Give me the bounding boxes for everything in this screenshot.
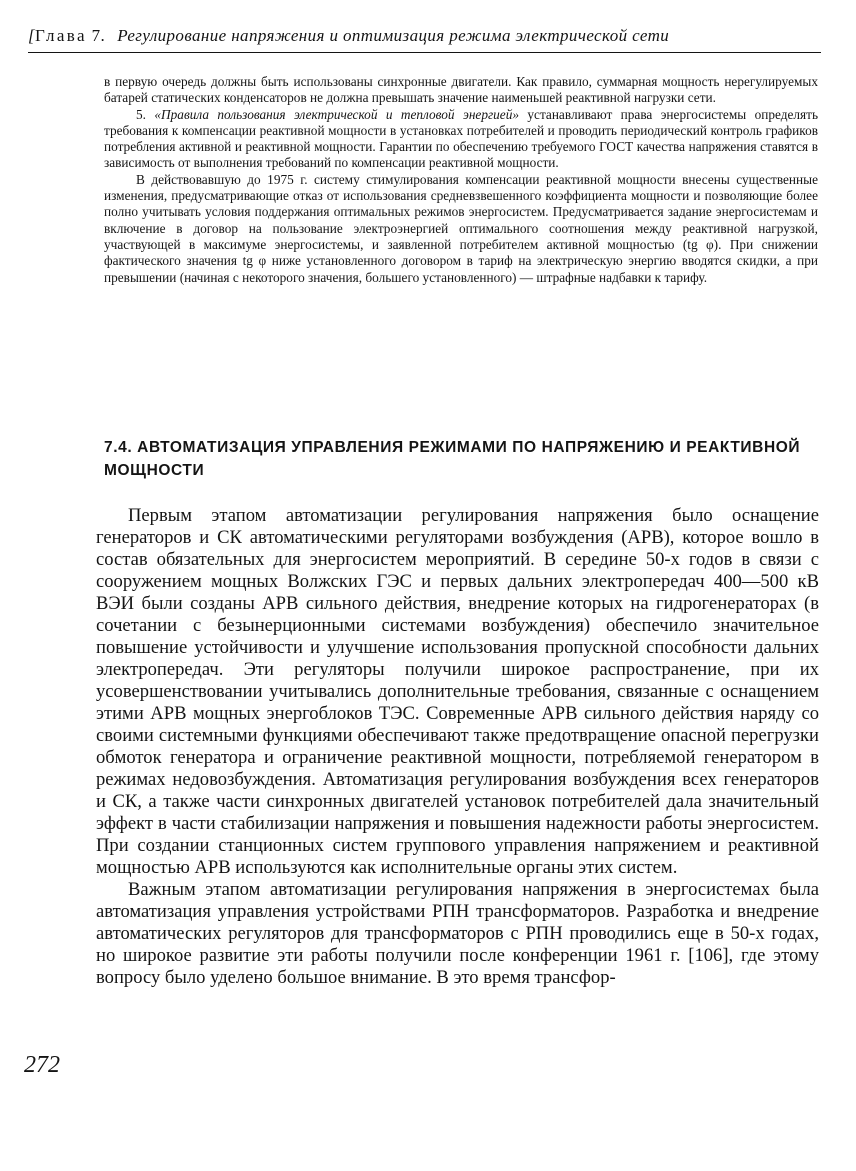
small-paragraph-1: в первую очередь должны быть использованы синхронные двигатели. Как правило, суммарная мощность нерегулируемых батарей статических конденсаторов не должна превышать значение наименьшей реактивной нагрузки сети. (104, 74, 818, 106)
chapter-title: Регулирование напряжения и оптимизация режима электрической сети (117, 26, 670, 45)
running-head-bracket: [ (28, 26, 36, 45)
item-number: 5. (136, 106, 146, 122)
chapter-number: 7. (91, 26, 106, 45)
main-paragraph-2: Важным этапом автоматизации регулирования напряжения в энергосистемах была автоматизация управления устройствами РПН трансформаторов. Разработка и внедрение автоматических регуляторов для трансформаторов с РПН проводились еще в 50-х годах, но широкое развитие эти работы получили после конференции 1961 г. [106], где этому вопросу было уделено большое внимание. В это время трансфор- (96, 879, 819, 988)
small-paragraph-2 (104, 107, 818, 172)
small-paragraph-2-text: устанавливают права энергосистемы определять требования к компенсации реактивной мощности в установках потребителей и проводить периодический контроль графиков потребления активной и реактивной мощности. Гарантии по обеспечению требуемого ГОСТ качества напряжения ставятся в зависимость от выполнения требований по компенсации реактивной мощности. (104, 106, 819, 171)
header-rule (28, 52, 821, 53)
small-print-block (104, 74, 818, 286)
section-heading: 7.4. АВТОМАТИЗАЦИЯ УПРАВЛЕНИЯ РЕЖИМАМИ ПО НАПРЯЖЕНИЮ И РЕАКТИВНОЙ МОЩНОСТИ (104, 439, 801, 479)
small-paragraph-3: В действовавшую до 1975 г. систему стимулирования компенсации реактивной мощности внесены существенные изменения, предусматривающие отказ от использования средневзвешенного коэффициента мощности и позволяющие более полно учитывать условия поддержания оптимальных режимов энергосистем. Предусматривается задание энергосистемам и включение в договор на пользование электроэнергией оптимального соотношения между реактивной нагрузкой, участвующей в максимуме энергосистемы, и заявленной потребителем активной мощностью (tg φ). При снижении фактического значения tg φ ниже установленного договором в тариф на электрическую энергию вводятся скидки, а при превышении (начиная с некоторого значения, большего установленного) — штрафные надбавки к тарифу. (104, 171, 818, 285)
rules-title: «Правила пользования электрической и тепловой энергией» (154, 106, 519, 122)
page-number: 272 (24, 1052, 60, 1078)
running-head (28, 26, 821, 46)
chapter-word: Глава (35, 26, 87, 45)
main-paragraph-1: Первым этапом автоматизации регулирования напряжения было оснащение генераторов и СК автоматическими регуляторами возбуждения (АРВ), которое вошло в состав обязательных для энергосистем мероприятий. В середине 50-х годов в связи с сооружением мощных Волжских ГЭС и первых дальних электропередач 400—500 кВ ВЭИ были созданы АРВ сильного действия, внедрение которых на гидрогенераторах (в сочетании с безынерционными системами возбуждения) обеспечило значительное повышение устойчивости и улучшение использования пропускной способности дальних электропередач. Эти регуляторы получили широкое распространение, при их усовершенствовании учитывались дополнительные требования, связанные с оснащением этими АРВ мощных энергоблоков ТЭС. Современные АРВ сильного действия наряду со своими системными функциями обеспечивают также предотвращение опасной перегрузки обмоток генератора и ограничение реактивной мощности, потребляемой генератором в режимах недовозбуждения. Автоматизация регулирования возбуждения всех генераторов и СК, а также части синхронных двигателей установок потребителей дала значительный эффект в части стабилизации напряжения и повышения надежности работы энергосистем. При создании станционных систем группового управления напряжением и реактивной мощностью АРВ используются как исполнительные органы этих систем. (96, 505, 819, 878)
main-text-block (96, 505, 819, 989)
